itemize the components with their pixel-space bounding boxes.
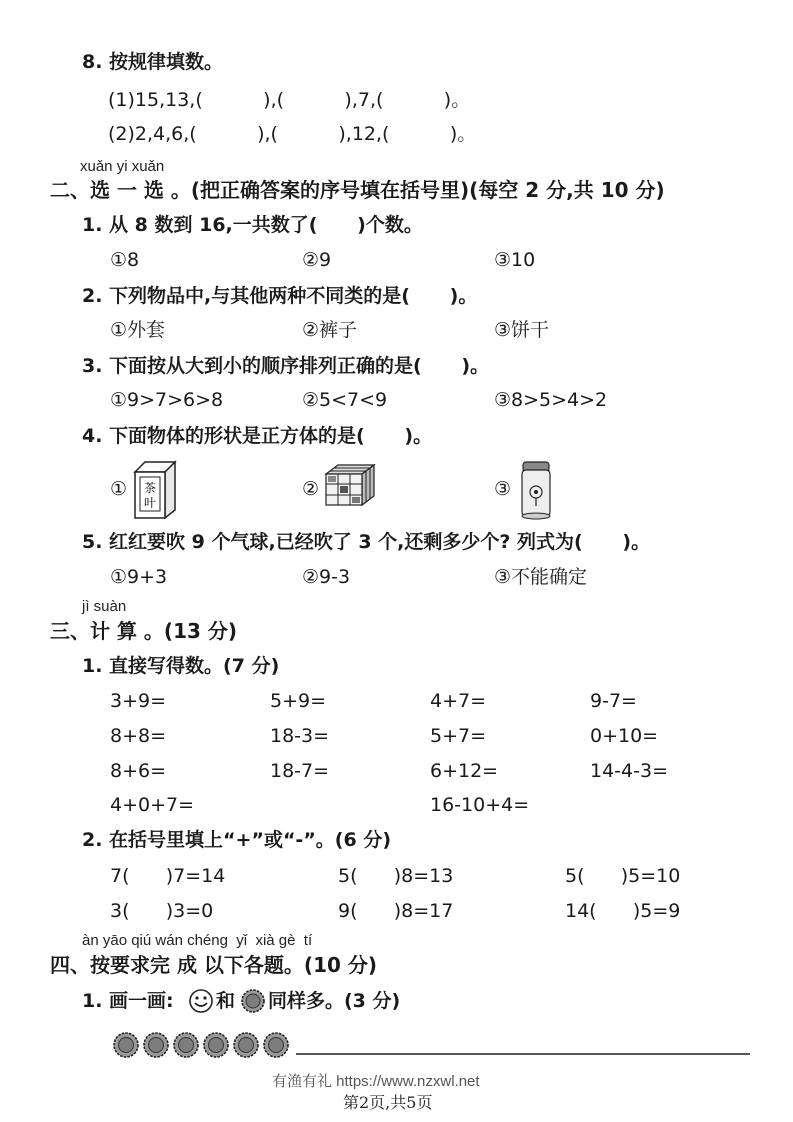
- tea-box-text-top: 茶: [143, 481, 157, 495]
- section2-pinyin: xuǎn yi xuǎn: [80, 158, 165, 175]
- calc-r4-c3: 16-10+4=: [430, 794, 530, 816]
- calc-r3-c4: 14-4-3=: [590, 760, 668, 782]
- s2-q2-option-1: ①外套: [110, 319, 166, 341]
- s2-q2-option-2: ②裤子: [302, 319, 358, 341]
- s2-q5-option-2: ②9-3: [302, 566, 351, 588]
- cylinder-jar-icon: [518, 458, 554, 522]
- s2-q3-option-2: ②5<7<9: [302, 389, 388, 411]
- s3-q1-title: 1. 直接写得数。(7 分): [82, 655, 280, 677]
- footer-watermark: 有渔有礼 https://www.nzxwl.net: [272, 1073, 480, 1090]
- s2-q5-option-1: ①9+3: [110, 566, 168, 588]
- s2-q4-stem: 4. 下面物体的形状是正方体的是( )。: [82, 425, 433, 447]
- rubiks-cube-icon: [322, 462, 378, 508]
- s2-q4-option-3: ③: [494, 478, 512, 500]
- sign-r2-c2: 9( )8=17: [338, 900, 454, 922]
- sign-r1-c3: 5( )5=10: [565, 865, 681, 887]
- s2-q3-stem: 3. 下面按从大到小的顺序排列正确的是( )。: [82, 355, 490, 377]
- coin-icon: [240, 988, 266, 1014]
- s2-q5-stem: 5. 红红要吹 9 个气球,已经吹了 3 个,还剩多少个? 列式为( )。: [82, 531, 651, 553]
- q8-line2: (2)2,4,6,( ),( ),12,( )。: [108, 123, 477, 145]
- tea-box-text-bottom: 叶: [143, 496, 157, 510]
- section3-title: 三、计 算 。(13 分): [50, 619, 238, 643]
- s2-q4-option-2: ②: [302, 478, 320, 500]
- calc-r2-c2: 18-3=: [270, 725, 330, 747]
- s4-q1-prefix: 1. 画一画:: [82, 990, 174, 1012]
- q8-line1: (1)15,13,( ),( ),7,( )。: [108, 89, 471, 111]
- coin-icon: [114, 1033, 138, 1057]
- sign-r2-c1: 3( )3=0: [110, 900, 214, 922]
- coin-row: [112, 1031, 752, 1059]
- coin-icon: [204, 1033, 228, 1057]
- calc-r3-c2: 18-7=: [270, 760, 330, 782]
- s2-q4-option-1: ①: [110, 478, 128, 500]
- footer-page-number: 第2页,共5页: [343, 1093, 433, 1112]
- calc-r4-c1: 4+0+7=: [110, 794, 195, 816]
- calc-r1-c2: 5+9=: [270, 690, 327, 712]
- sign-r1-c1: 7( )7=14: [110, 865, 226, 887]
- smiley-face-icon: [188, 988, 214, 1014]
- section4-title: 四、按要求完 成 以下各题。(10 分): [50, 953, 378, 977]
- s2-q1-stem: 1. 从 8 数到 16,一共数了( )个数。: [82, 214, 423, 236]
- q8-title: 8. 按规律填数。: [82, 51, 224, 73]
- s2-q1-option-3: ③10: [494, 249, 536, 271]
- s2-q2-stem: 2. 下列物品中,与其他两种不同类的是( )。: [82, 285, 478, 307]
- s2-q2-option-3: ③饼干: [494, 319, 550, 341]
- s2-q3-option-3: ③8>5>4>2: [494, 389, 608, 411]
- sign-r1-c2: 5( )8=13: [338, 865, 454, 887]
- calc-r2-c4: 0+10=: [590, 725, 659, 747]
- coin-icon: [144, 1033, 168, 1057]
- calc-r3-c1: 8+6=: [110, 760, 167, 782]
- calc-r3-c3: 6+12=: [430, 760, 499, 782]
- coin-icon: [234, 1033, 258, 1057]
- s2-q5-option-3: ③不能确定: [494, 566, 588, 588]
- s4-q1-middle: 和: [216, 990, 236, 1012]
- calc-r1-c1: 3+9=: [110, 690, 167, 712]
- calc-r2-c3: 5+7=: [430, 725, 487, 747]
- s2-q1-option-1: ①8: [110, 249, 140, 271]
- calc-r1-c3: 4+7=: [430, 690, 487, 712]
- s3-q2-title: 2. 在括号里填上“+”或“-”。(6 分): [82, 829, 392, 851]
- calc-r1-c4: 9-7=: [590, 690, 637, 712]
- s4-q1-suffix: 同样多。(3 分): [268, 990, 401, 1012]
- section4-pinyin: àn yāo qiú wán chéng yǐ xià gè tí: [82, 932, 313, 949]
- sign-r2-c3: 14( )5=9: [565, 900, 681, 922]
- s2-q1-option-2: ②9: [302, 249, 332, 271]
- section3-pinyin: jì suàn: [82, 598, 127, 615]
- coin-icon: [264, 1033, 288, 1057]
- coin-icon: [174, 1033, 198, 1057]
- s2-q3-option-1: ①9>7>6>8: [110, 389, 224, 411]
- section2-title: 二、选 一 选 。(把正确答案的序号填在括号里)(每空 2 分,共 10 分): [50, 178, 665, 202]
- tea-box-icon: [131, 458, 179, 520]
- calc-r2-c1: 8+8=: [110, 725, 167, 747]
